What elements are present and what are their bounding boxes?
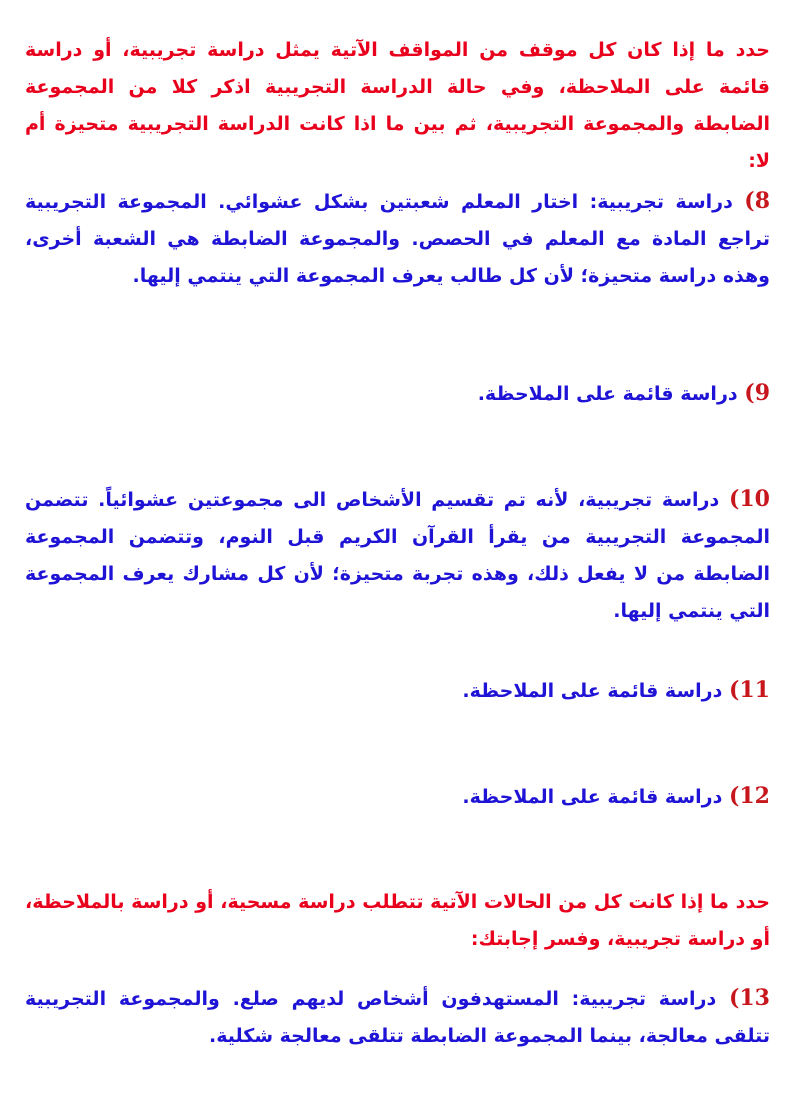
answer-text: دراسة قائمة على الملاحظة. <box>462 680 723 702</box>
instruction-paragraph-2 <box>25 884 770 958</box>
answer-11 <box>25 672 770 710</box>
answer-number: 13) <box>728 985 770 1011</box>
answer-text: دراسة تجريبية: المستهدفون أشخاص لديهم صلع. والمجموعة التجريبية تتلقى معالجة، بينما المجموعة الضابطة تتلقى معالجة شكلية. <box>25 988 770 1047</box>
answer-text: دراسة تجريبية: اختار المعلم شعبتين بشكل عشوائي. المجموعة التجريبية تراجع المادة مع المعلم في الحصص. والمجموعة الضابطة هي الشعبة أخرى، وهذه دراسة متحيزة؛ لأن كل طالب يعرف المجموعة التي ينتمي إليها. <box>25 191 770 287</box>
answer-number: 11) <box>728 677 770 703</box>
instruction-text: حدد ما إذا كانت كل من الحالات الآتية تتطلب دراسة مسحية، أو دراسة بالملاحظة، أو دراسة تجريبية، وفسر إجابتك: <box>25 891 770 950</box>
answer-8 <box>25 183 770 295</box>
instruction-paragraph-1 <box>25 32 770 180</box>
answer-10 <box>25 481 770 630</box>
instruction-text: حدد ما إذا كان كل موقف من المواقف الآتية يمثل دراسة تجريبية، أو دراسة قائمة على الملاحظة، وفي حالة الدراسة التجريبية اذكر كلا من المجموعة الضابطة والمجموعة التجريبية، ثم بين ما اذا كانت الدراسة التجريبية متحيزة أم لا: <box>25 39 770 172</box>
answer-number: 10) <box>728 486 770 512</box>
answer-text: دراسة تجريبية، لأنه تم تقسيم الأشخاص الى مجموعتين عشوائياً. تتضمن المجموعة التجريبية من يقرأ القرآن الكريم قبل النوم، وتتضمن المجموعة الضابطة من لا يفعل ذلك، وهذه تجربة متحيزة؛ لأن كل مشارك يعرف المجموعة التي ينتمي إليها. <box>25 489 770 622</box>
answer-text: دراسة قائمة على الملاحظة. <box>477 383 738 405</box>
answer-12 <box>25 778 770 816</box>
answer-number: 8) <box>744 188 770 214</box>
answer-9 <box>25 375 770 413</box>
answer-number: 9) <box>744 380 770 406</box>
answer-number: 12) <box>728 783 770 809</box>
answer-13 <box>25 980 770 1055</box>
answer-text: دراسة قائمة على الملاحظة. <box>462 786 723 808</box>
